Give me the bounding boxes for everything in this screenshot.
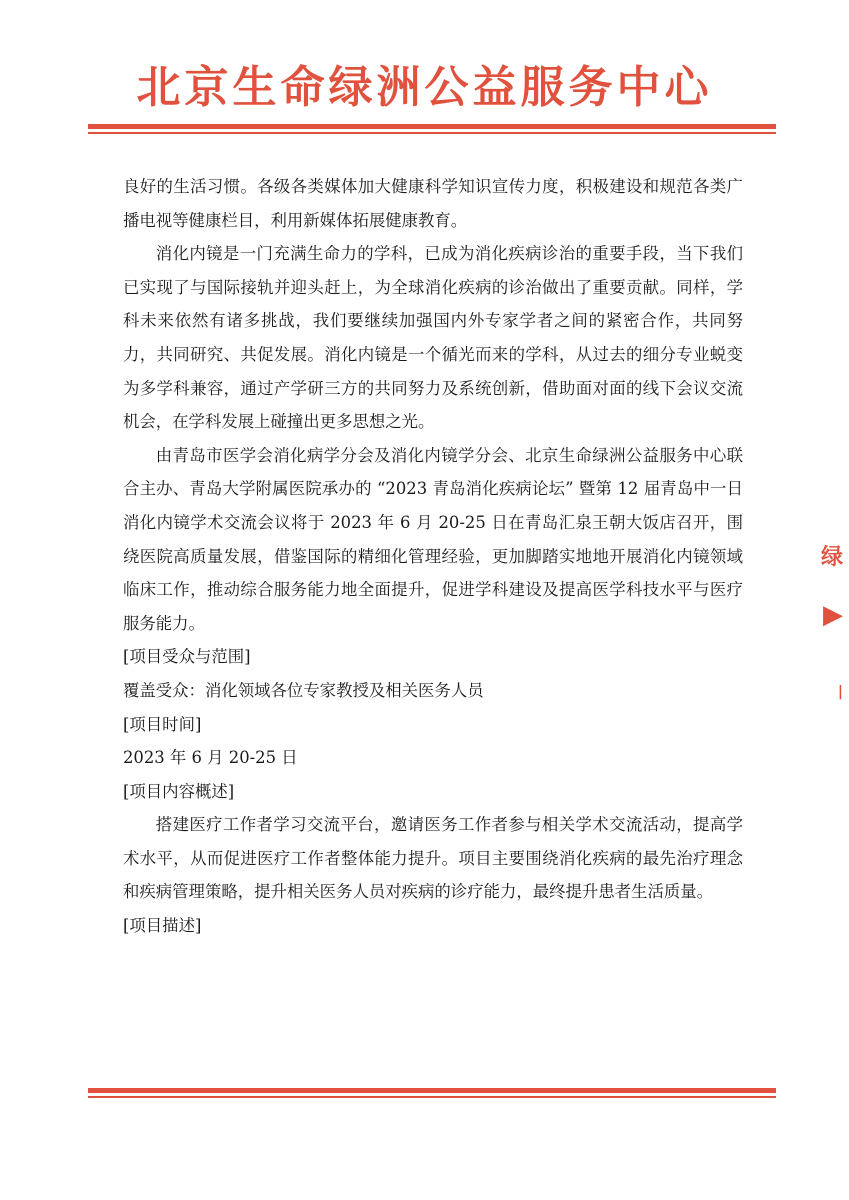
section-heading-description: [项目描述] xyxy=(123,916,202,936)
seal-fragment-mark: 绿 xyxy=(820,545,843,570)
seal-fragment-arrow: ▶ xyxy=(823,600,843,630)
overview-text: 搭建医疗工作者学习交流平台，邀请医务工作者参与相关学术交流活动，提高学术水平，从而促进医疗工作者整体能力提升。项目主要围绕消化疾病的最先治疗理念和疾病管理策略，提升相关医务人员对疾病的诊疗能力，最终提升患者生活质量。 xyxy=(123,815,743,902)
time-text: 2023 年 6 月 20-25 日 xyxy=(123,748,298,768)
section-heading-audience: [项目受众与范围] xyxy=(123,647,251,667)
paragraph-endoscopy-discipline: 消化内镜是一门充满生命力的学科，已成为消化疾病诊治的重要手段，当下我们已实现了与国际接轨并迎头赶上，为全球消化疾病的诊治做出了重要贡献。同样，学科未来依然有诸多挑战，我们要继续加强国内外专家学者之间的紧密合作，共同努力，共同研究、共促发展。消化内镜是一个循光而来的学科，从过去的细分专业蜕变为多学科兼容，通过产学研三方的共同努力及系统创新，借助面对面的线下会议交流机会，在学科发展上碰撞出更多思想之光。 xyxy=(123,244,743,432)
document-body xyxy=(123,170,743,943)
letterhead-top-rule xyxy=(88,124,776,134)
section-heading-time: [项目时间] xyxy=(123,714,202,734)
section-heading-overview: [项目内容概述] xyxy=(123,781,235,801)
paragraph-health-media: 良好的生活习惯。各级各类媒体加大健康科学知识宣传力度，积极建设和规范各类广播电视等健康栏目，利用新媒体拓展健康教育。 xyxy=(123,177,743,230)
seal-fragment-line: | xyxy=(837,684,843,700)
letterhead-title: 北京生命绿洲公益服务中心 xyxy=(136,62,713,113)
footer-rule xyxy=(88,1088,776,1098)
audience-text: 覆盖受众：消化领域各位专家教授及相关医务人员 xyxy=(123,680,484,700)
paragraph-forum-announcement: 由青岛市医学会消化病学分会及消化内镜学分会、北京生命绿洲公益服务中心联合主办、青岛大学附属医院承办的 “2023 青岛消化疾病论坛” 暨第 12 届青岛中一日消化内镜学术交流会议将于 2023 年 6 月 20-25 日在青岛汇泉王朝大饭店召开，围绕医院高质量发展，借鉴国际的精细化管理经验，更加脚踏实地地开展消化内镜领域临床工作，推动综合服务能力地全面提升，促进学科建设及提高医学科技水平与医疗服务能力。 xyxy=(123,445,743,633)
